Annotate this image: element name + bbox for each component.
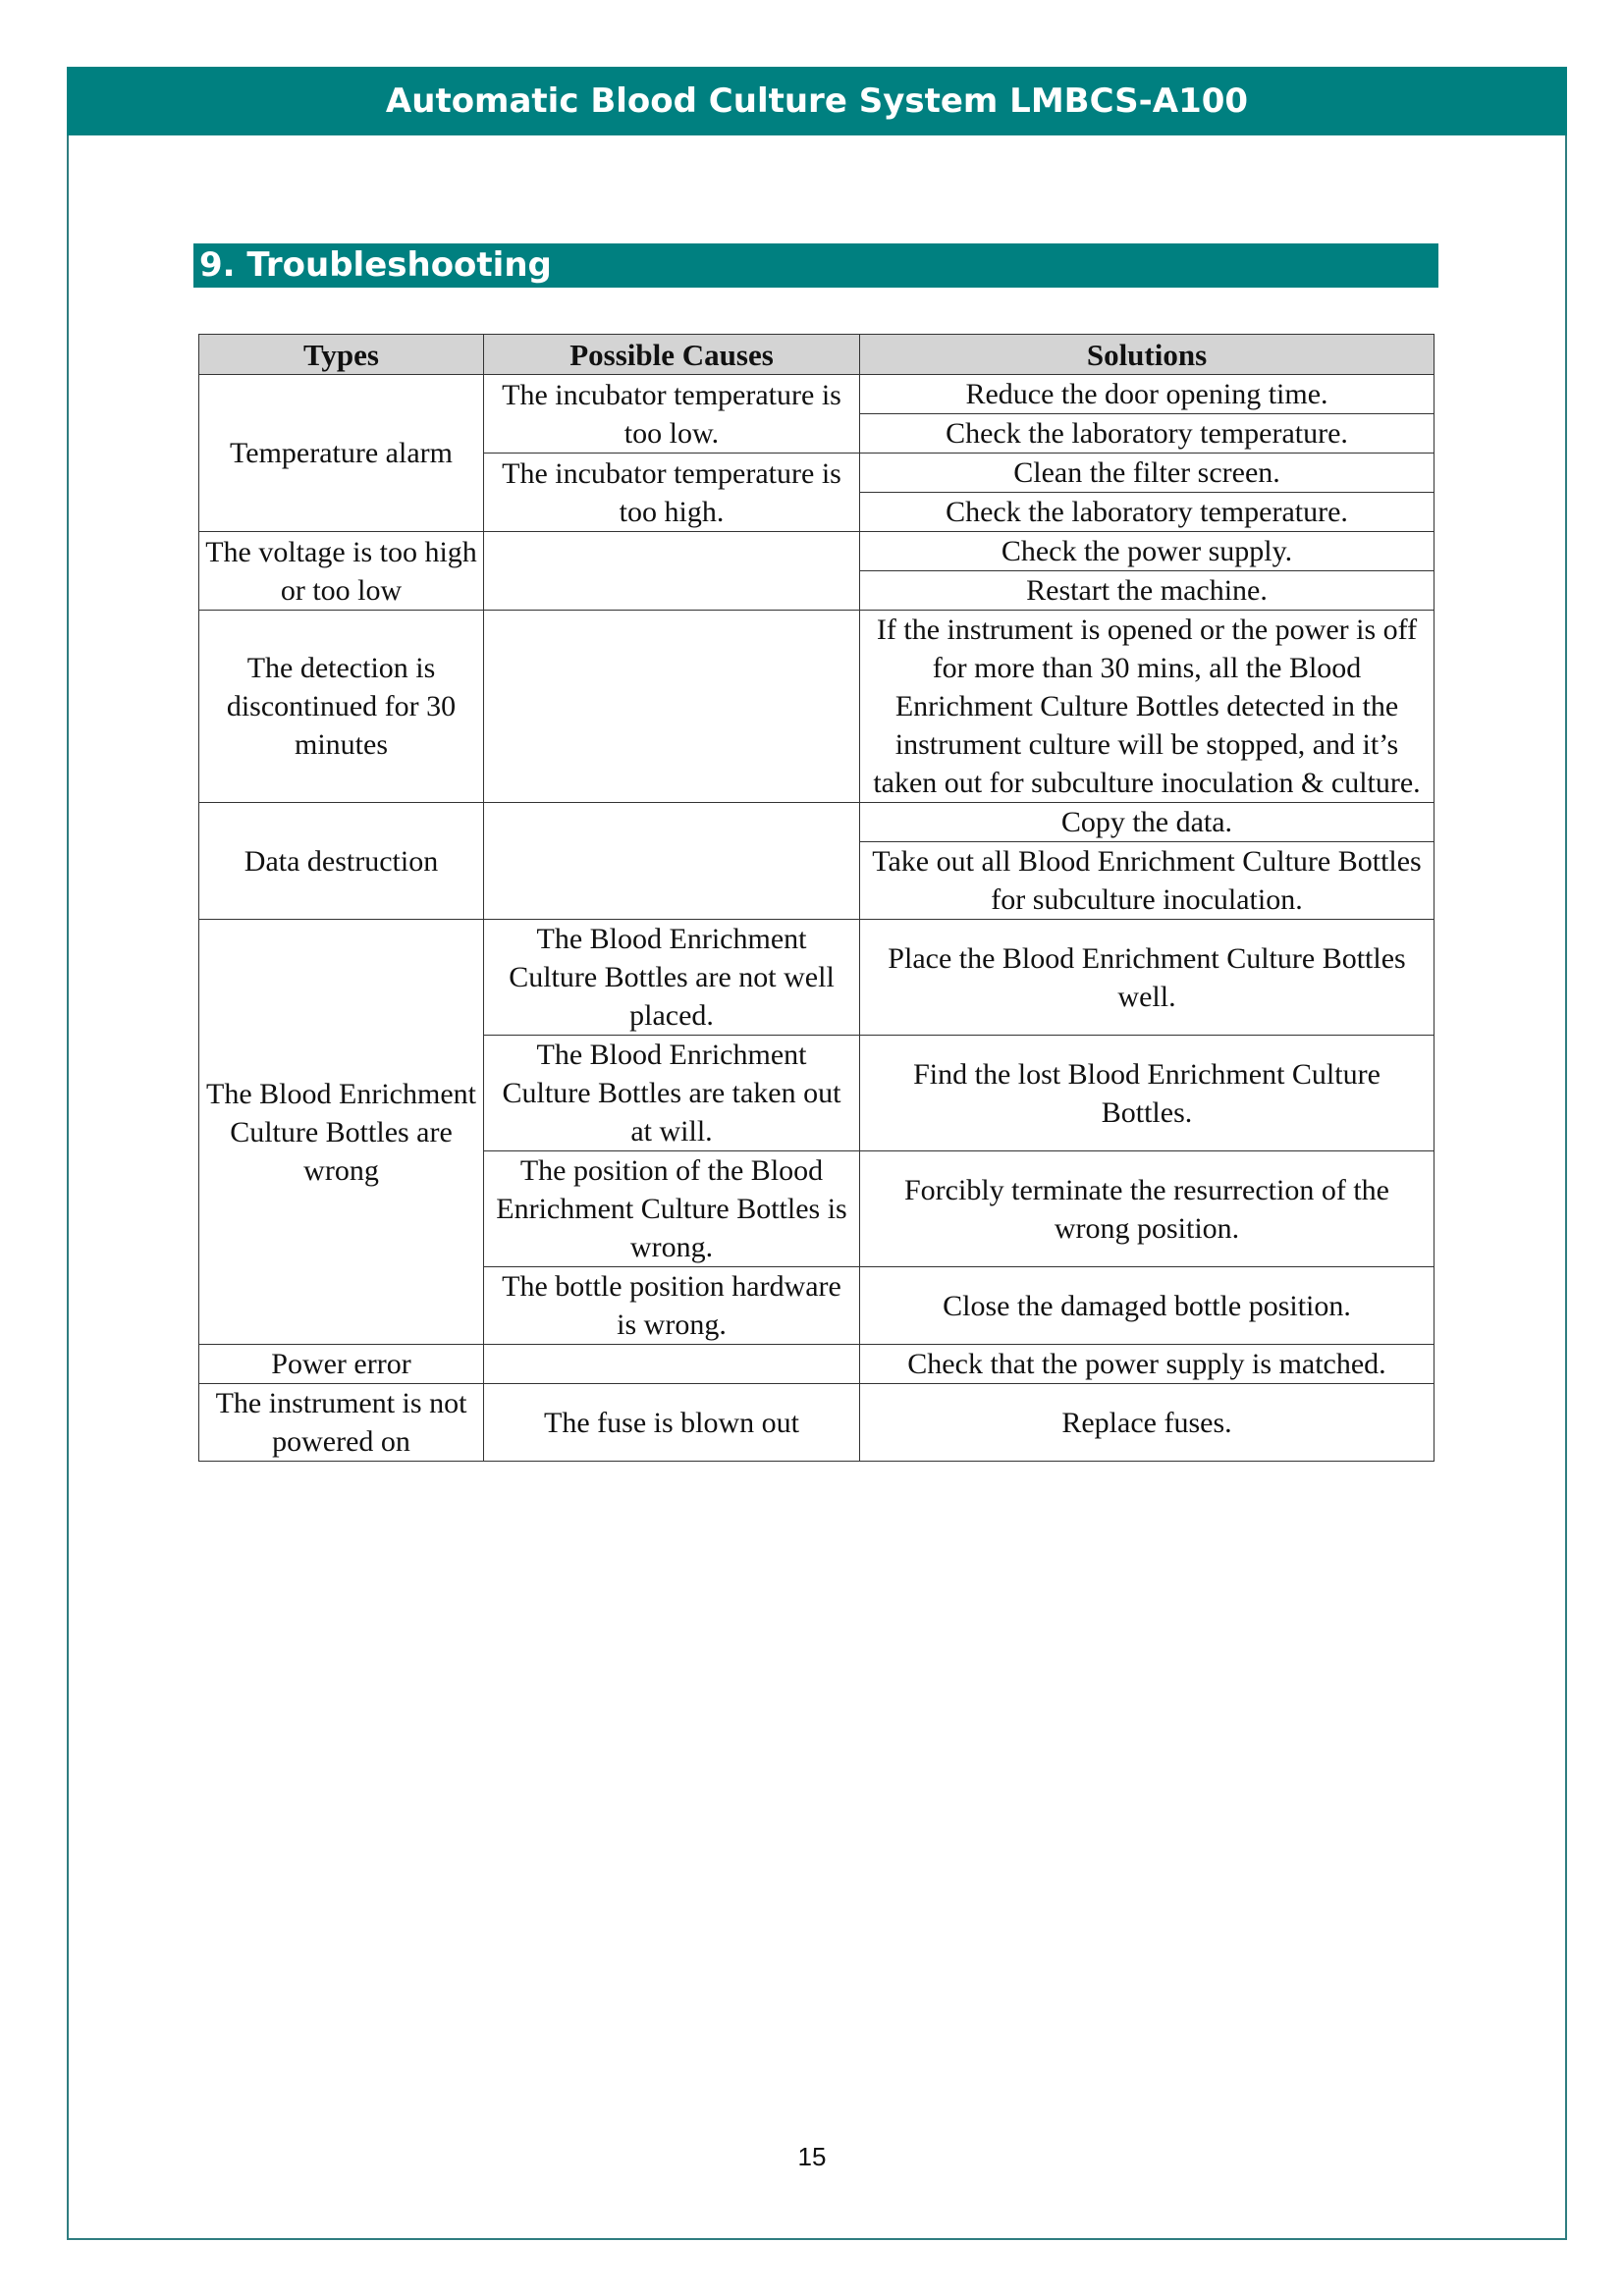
table-row (199, 803, 1435, 842)
cause-cell: The Blood Enrichment Culture Bottles are taken out at will. (484, 1036, 860, 1151)
column-header-solutions: Solutions (860, 335, 1435, 375)
table-row (199, 611, 1435, 803)
solution-cell: Check the laboratory temperature. (860, 493, 1435, 532)
type-cell: Temperature alarm (199, 375, 484, 532)
section-heading: 9. Troubleshooting (193, 243, 1438, 288)
table-row (199, 532, 1435, 571)
table-row (199, 1345, 1435, 1384)
type-cell: Data destruction (199, 803, 484, 920)
cause-cell (484, 532, 860, 611)
cause-cell: The bottle position hardware is wrong. (484, 1267, 860, 1345)
table-header-row (199, 335, 1435, 375)
type-cell: The Blood Enrichment Culture Bottles are wrong (199, 920, 484, 1345)
cause-cell (484, 803, 860, 920)
solution-cell: Check that the power supply is matched. (860, 1345, 1435, 1384)
type-cell: The voltage is too high or too low (199, 532, 484, 611)
cause-cell (484, 1345, 860, 1384)
table-row (199, 1384, 1435, 1462)
solution-cell: If the instrument is opened or the power is off for more than 30 mins, all the Blood Enrichment Culture Bottles detected in the instrument culture will be stopped, and it’s taken out for subculture inoculation & culture. (860, 611, 1435, 803)
type-cell: The instrument is not powered on (199, 1384, 484, 1462)
solution-cell: Clean the filter screen. (860, 454, 1435, 493)
solution-cell: Close the damaged bottle position. (860, 1267, 1435, 1345)
solution-cell: Forcibly terminate the resurrection of the wrong position. (860, 1151, 1435, 1267)
solution-cell: Place the Blood Enrichment Culture Bottles well. (860, 920, 1435, 1036)
solution-cell: Copy the data. (860, 803, 1435, 842)
type-cell: The detection is discontinued for 30 minutes (199, 611, 484, 803)
solution-cell: Find the lost Blood Enrichment Culture Bottles. (860, 1036, 1435, 1151)
column-header-types: Types (199, 335, 484, 375)
table-row (199, 920, 1435, 1036)
column-header-causes: Possible Causes (484, 335, 860, 375)
cause-cell: The position of the Blood Enrichment Culture Bottles is wrong. (484, 1151, 860, 1267)
solution-cell: Reduce the door opening time. (860, 375, 1435, 414)
type-cell: Power error (199, 1345, 484, 1384)
page-number: 15 (797, 2142, 827, 2171)
solution-cell: Restart the machine. (860, 571, 1435, 611)
solution-cell: Check the laboratory temperature. (860, 414, 1435, 454)
solution-cell: Check the power supply. (860, 532, 1435, 571)
cause-cell: The incubator temperature is too high. (484, 454, 860, 532)
troubleshooting-table (198, 334, 1435, 1462)
solution-cell: Replace fuses. (860, 1384, 1435, 1462)
cause-cell: The Blood Enrichment Culture Bottles are not well placed. (484, 920, 860, 1036)
cause-cell: The incubator temperature is too low. (484, 375, 860, 454)
cause-cell (484, 611, 860, 803)
cause-cell: The fuse is blown out (484, 1384, 860, 1462)
solution-cell: Take out all Blood Enrichment Culture Bottles for subculture inoculation. (860, 842, 1435, 920)
table-row (199, 375, 1435, 414)
document-header-title: Automatic Blood Culture System LMBCS-A100 (67, 67, 1567, 135)
